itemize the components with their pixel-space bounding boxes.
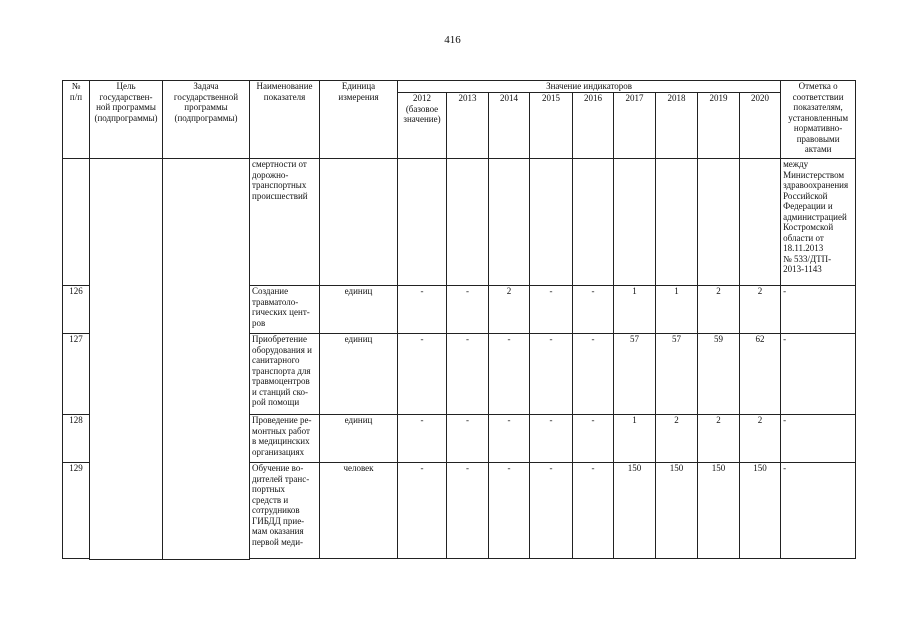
row-value: - xyxy=(489,334,530,415)
row-value: 59 xyxy=(698,334,740,415)
row-value: - xyxy=(398,463,447,559)
header-year-2017: 2017 xyxy=(614,93,656,159)
row-value xyxy=(530,159,573,286)
row-num: 128 xyxy=(63,415,90,463)
row-value: 57 xyxy=(614,334,656,415)
row-value: - xyxy=(573,463,614,559)
goal-cell xyxy=(90,159,163,560)
row-value: 2 xyxy=(656,415,698,463)
row-value: 57 xyxy=(656,334,698,415)
row-num: 127 xyxy=(63,334,90,415)
row-indicator: Обучение во- дителей транс- портных средств и сотрудников ГИБДД прие- мам оказания первой меди- xyxy=(250,463,320,559)
row-indicator: смертности от дорожно- транспортных происшествий xyxy=(250,159,320,286)
row-value xyxy=(447,159,489,286)
row-value: - xyxy=(447,286,489,334)
row-value: 2 xyxy=(698,286,740,334)
header-values-group: Значение индикаторов xyxy=(398,81,781,93)
header-indicator: Наименование показателя xyxy=(250,81,320,159)
header-goal: Цель государствен- ной программы (подпрограммы) xyxy=(90,81,163,159)
row-indicator: Приобретение оборудования и санитарного транспорта для травмоцентров и станций ско- рой помощи xyxy=(250,334,320,415)
row-value xyxy=(656,159,698,286)
row-unit: единиц xyxy=(320,286,398,334)
row-value xyxy=(489,159,530,286)
indicator-table xyxy=(62,80,856,560)
page-number: 416 xyxy=(444,34,461,46)
header-year-2013: 2013 xyxy=(447,93,489,159)
row-value: - xyxy=(447,463,489,559)
row-value xyxy=(398,159,447,286)
row-unit: единиц xyxy=(320,334,398,415)
row-value xyxy=(740,159,781,286)
row-value: - xyxy=(573,334,614,415)
row-value: 2 xyxy=(740,415,781,463)
row-unit: единиц xyxy=(320,415,398,463)
row-value: - xyxy=(573,415,614,463)
row-num: 126 xyxy=(63,286,90,334)
row-value: 150 xyxy=(740,463,781,559)
row-value: - xyxy=(530,286,573,334)
row-value: - xyxy=(398,286,447,334)
row-num: 129 xyxy=(63,463,90,559)
row-value: 62 xyxy=(740,334,781,415)
header-num: № п/п xyxy=(63,81,90,159)
row-value: - xyxy=(447,415,489,463)
row-value: 150 xyxy=(656,463,698,559)
header-note: Отметка о соответствии показателям, установленным нормативно- правовыми актами xyxy=(781,81,856,159)
row-value: 2 xyxy=(740,286,781,334)
row-value: - xyxy=(447,334,489,415)
header-year-2015: 2015 xyxy=(530,93,573,159)
row-value xyxy=(614,159,656,286)
header-year-2012: 2012 (базовое значение) xyxy=(398,93,447,159)
row-value: 150 xyxy=(614,463,656,559)
header-row-1 xyxy=(63,81,856,93)
task-cell xyxy=(163,159,250,560)
row-value: 150 xyxy=(698,463,740,559)
row-note: - xyxy=(781,286,856,334)
header-year-2019: 2019 xyxy=(698,93,740,159)
row-value: 2 xyxy=(698,415,740,463)
row-value: 1 xyxy=(614,415,656,463)
row-value: - xyxy=(489,415,530,463)
row-value: - xyxy=(489,463,530,559)
header-year-2016: 2016 xyxy=(573,93,614,159)
row-value: - xyxy=(530,463,573,559)
row-value: - xyxy=(398,334,447,415)
row-value: - xyxy=(573,286,614,334)
row-value: - xyxy=(530,415,573,463)
header-year-2020: 2020 xyxy=(740,93,781,159)
row-unit: человек xyxy=(320,463,398,559)
row-value: - xyxy=(530,334,573,415)
row-unit xyxy=(320,159,398,286)
row-value xyxy=(573,159,614,286)
header-unit: Единица измерения xyxy=(320,81,398,159)
row-value xyxy=(698,159,740,286)
row-indicator: Проведение ре- монтных работ в медицинских организациях xyxy=(250,415,320,463)
row-indicator: Создание травматоло- гических цент- ров xyxy=(250,286,320,334)
row-note: между Министерством здравоохранения Российской Федерации и администрацией Костромской области от 18.11.2013 № 533/ДТП- 2013-1143 xyxy=(781,159,856,286)
header-year-2014: 2014 xyxy=(489,93,530,159)
row-num xyxy=(63,159,90,286)
row-value: 1 xyxy=(656,286,698,334)
row-value: 1 xyxy=(614,286,656,334)
row-value: 2 xyxy=(489,286,530,334)
row-value: - xyxy=(398,415,447,463)
row-note: - xyxy=(781,463,856,559)
row-note: - xyxy=(781,415,856,463)
header-year-2018: 2018 xyxy=(656,93,698,159)
table-row xyxy=(63,159,856,286)
header-task: Задача государственной программы (подпрограммы) xyxy=(163,81,250,159)
row-note: - xyxy=(781,334,856,415)
